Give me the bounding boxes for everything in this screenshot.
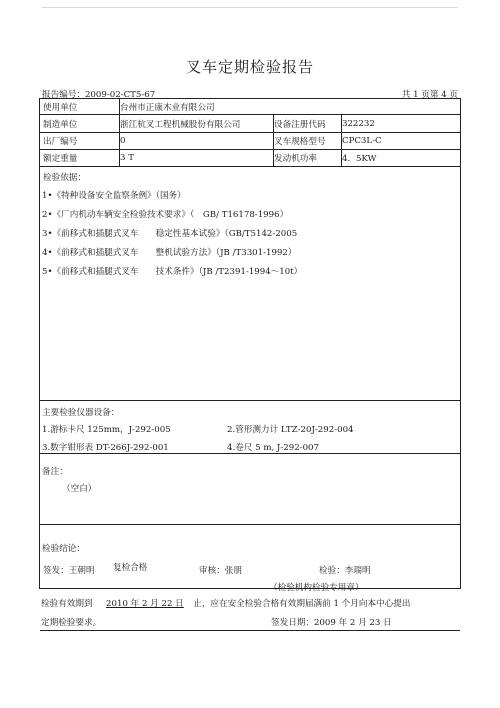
validity-date: 2010 年 2 月 22 日: [106, 599, 184, 609]
instrument-item: 2.管形测力计 LTZ-20J-292-004: [227, 425, 354, 435]
model-value: CPC3L-C: [342, 136, 382, 146]
load-value: 3 T: [117, 150, 274, 166]
instrument-item: 3.数字钳形表 DT-266J-292-001: [42, 443, 169, 453]
instrument-item: 4.卷尺 5 m, J-292-007: [227, 443, 319, 453]
remarks-heading: 备注：: [42, 467, 68, 477]
basis-item: 3•《前移式和插腿式叉车 稳定性基本试验》（GB/T5142-2005: [42, 229, 298, 239]
issue-date: 签发日期：2009 年 2 月 23 日: [271, 618, 392, 628]
serial-value: 0: [117, 133, 274, 149]
conclusion-section: [40, 525, 460, 631]
info-row-load: [40, 150, 460, 167]
info-row-serial: [40, 133, 460, 150]
info-row-maker: [40, 115, 460, 133]
regcode-label: 设备注册代码: [271, 115, 342, 132]
user-value: 台州市正康木业有限公司: [120, 102, 215, 113]
user-label: 使用单位: [40, 99, 120, 114]
conclusion-result: 复检合格: [113, 563, 148, 573]
basis-item: 4•《前移式和插腿式叉车 整机试验方法》（JB /T3301-1992）: [42, 248, 297, 258]
reviewer-signature: 审核：张朋: [199, 566, 242, 576]
maker-label: 制造单位: [40, 115, 120, 132]
validity-line-2: 定期检验要求。: [41, 618, 102, 628]
validity-suffix: 止，应在安全检验合格有效期届满前 1 个月向本中心提出: [193, 599, 411, 609]
basis-item: 2•《厂内机动车辆安全检验技术要求》（ GB/ T16178-1996）: [42, 210, 289, 220]
serial-label: 出厂编号: [40, 133, 120, 149]
issuer-signature: 签发：王朝明: [43, 566, 95, 576]
regcode-value: 322232: [342, 118, 375, 129]
power-label: 发动机功率: [271, 150, 342, 166]
inspector-signature: 检验：李瑞明: [319, 566, 371, 576]
basis-item: 5•《前移式和插腿式叉车 技术条件》（JB /T2391-1994～10t）: [42, 267, 303, 277]
basis-heading: 检验依据：: [43, 173, 86, 183]
validity-line: [41, 597, 410, 609]
validity-prefix: 检验有效期到: [41, 599, 93, 609]
instruments-heading: 主要检验仪器设备：: [42, 408, 120, 418]
info-row-user: [40, 99, 460, 115]
maker-value: 浙江杭叉工程机械股份有限公司: [117, 115, 274, 132]
basis-item: 1•《特种设备安全监察条例》（国务）: [42, 191, 186, 201]
basis-section: [40, 167, 460, 401]
report-title: 叉车定期检验报告: [185, 58, 314, 76]
page-top-rule: [42, 7, 458, 8]
conclusion-heading: 检验结论：: [42, 544, 85, 554]
load-label: 额定重量: [40, 150, 120, 166]
remarks-value: （空白）: [62, 484, 97, 494]
report-number: 报告编号：2009-02-CT5-67: [42, 90, 156, 100]
stamp-text: （检验机构检验专用章）: [269, 583, 364, 593]
page-count: 共 1 页第 4 页: [401, 90, 458, 100]
instruments-section: [40, 401, 460, 454]
power-value: 4．5KW: [342, 154, 377, 164]
model-label: 叉车规格型号: [271, 133, 342, 149]
remarks-section: [40, 454, 460, 525]
instrument-item: 1.游标卡尺 125mm，J-292-005: [42, 425, 171, 435]
